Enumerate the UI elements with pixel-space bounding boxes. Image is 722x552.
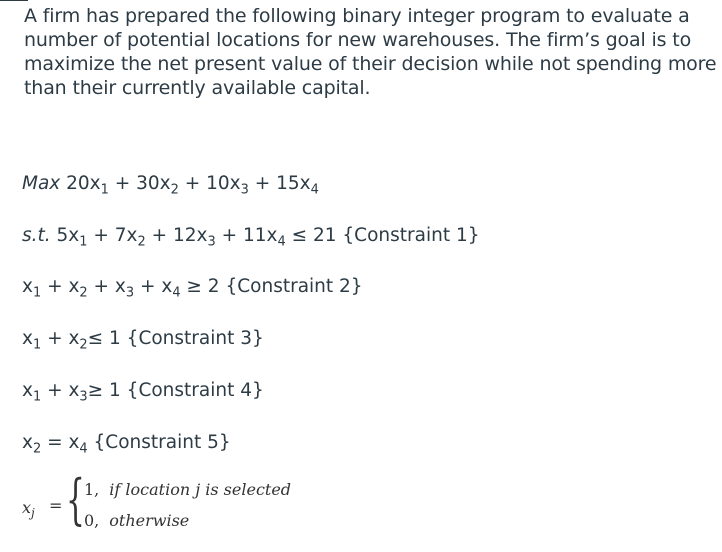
constraint-2-sub-3: 3 — [125, 285, 135, 301]
constraint-2-sub-2: 2 — [79, 285, 88, 301]
objective-prefix: Max — [22, 173, 61, 194]
piecewise-var-letter: x — [22, 498, 32, 517]
constraint-5-rhs: {Constraint 5} — [87, 432, 231, 453]
objective-term-2: + 30x — [108, 173, 171, 194]
constraint-5-term-1: x — [22, 432, 33, 453]
objective-term-4: + 15x — [248, 173, 311, 194]
case-1-value: 1, — [84, 480, 100, 499]
constraint-4 — [22, 379, 264, 403]
constraint-2 — [22, 275, 363, 299]
constraint-1-sub-2: 2 — [137, 234, 146, 250]
constraint-4-rhs: ≥ 1 {Constraint 4} — [87, 380, 264, 401]
constraint-2-sub-1: 1 — [32, 285, 42, 301]
constraint-1-sub-1: 1 — [79, 234, 88, 250]
piecewise-equals: = — [49, 496, 63, 515]
objective-term-1: 20x — [60, 173, 101, 194]
top-left-rule — [0, 0, 28, 1]
case-otherwise — [84, 511, 189, 530]
constraint-1-rhs: ≤ 21 {Constraint 1} — [285, 225, 480, 246]
constraint-3 — [22, 327, 264, 351]
constraint-3-term-1: x — [22, 328, 33, 349]
constraint-3-sub-2: 2 — [79, 337, 88, 353]
objective-sub-2: 2 — [170, 182, 179, 198]
objective-sub-3: 3 — [240, 182, 249, 198]
objective-function — [22, 172, 319, 196]
constraint-1-term-3: + 12x — [145, 225, 208, 246]
constraint-1-term-1: 5x — [50, 225, 80, 246]
constraint-2-term-4: + x — [134, 276, 173, 297]
constraint-4-term-2: + x — [41, 380, 80, 401]
constraint-2-sub-4: 4 — [172, 285, 181, 301]
constraint-3-rhs: ≤ 1 {Constraint 3} — [87, 328, 264, 349]
constraint-2-term-2: + x — [41, 276, 80, 297]
constraint-3-sub-1: 1 — [32, 337, 42, 353]
constraint-2-term-1: x — [22, 276, 33, 297]
left-brace-icon: { — [66, 468, 85, 531]
constraint-3-term-2: + x — [41, 328, 80, 349]
binary-variable-definition — [22, 468, 362, 542]
piecewise-variable — [22, 498, 35, 521]
constraint-5-sub-2: 4 — [79, 441, 88, 457]
constraint-4-term-1: x — [22, 380, 33, 401]
constraint-4-sub-1: 1 — [32, 389, 42, 405]
piecewise-var-sub: j — [31, 506, 35, 521]
constraint-4-sub-2: 3 — [79, 389, 88, 405]
constraint-1-sub-3: 3 — [207, 234, 216, 250]
case-selected — [84, 480, 291, 499]
constraint-5-term-2: = x — [41, 432, 80, 453]
objective-sub-4: 4 — [310, 182, 319, 198]
problem-statement: A firm has prepared the following binary integer program to evaluate a number of potential locations for new warehouses. The firm’s goal is to maximize the net present value of their decision while not spending more than their currently available capital. — [24, 5, 717, 99]
constraint-2-term-3: + x — [87, 276, 126, 297]
constraint-1-term-2: + 7x — [87, 225, 138, 246]
objective-term-3: + 10x — [178, 173, 241, 194]
constraint-1-sub-4: 4 — [277, 234, 286, 250]
constraint-1 — [22, 224, 480, 248]
constraint-5-sub-1: 2 — [32, 441, 42, 457]
objective-sub-1: 1 — [100, 182, 109, 198]
case-2-condition: otherwise — [109, 511, 190, 530]
constraint-5 — [22, 431, 231, 455]
case-2-value: 0, — [84, 511, 100, 530]
case-1-condition: if location j is selected — [109, 480, 292, 499]
constraint-2-rhs: ≥ 2 {Constraint 2} — [180, 276, 363, 297]
constraint-1-term-4: + 11x — [215, 225, 278, 246]
constraint-1-prefix: s.t. — [22, 225, 51, 246]
